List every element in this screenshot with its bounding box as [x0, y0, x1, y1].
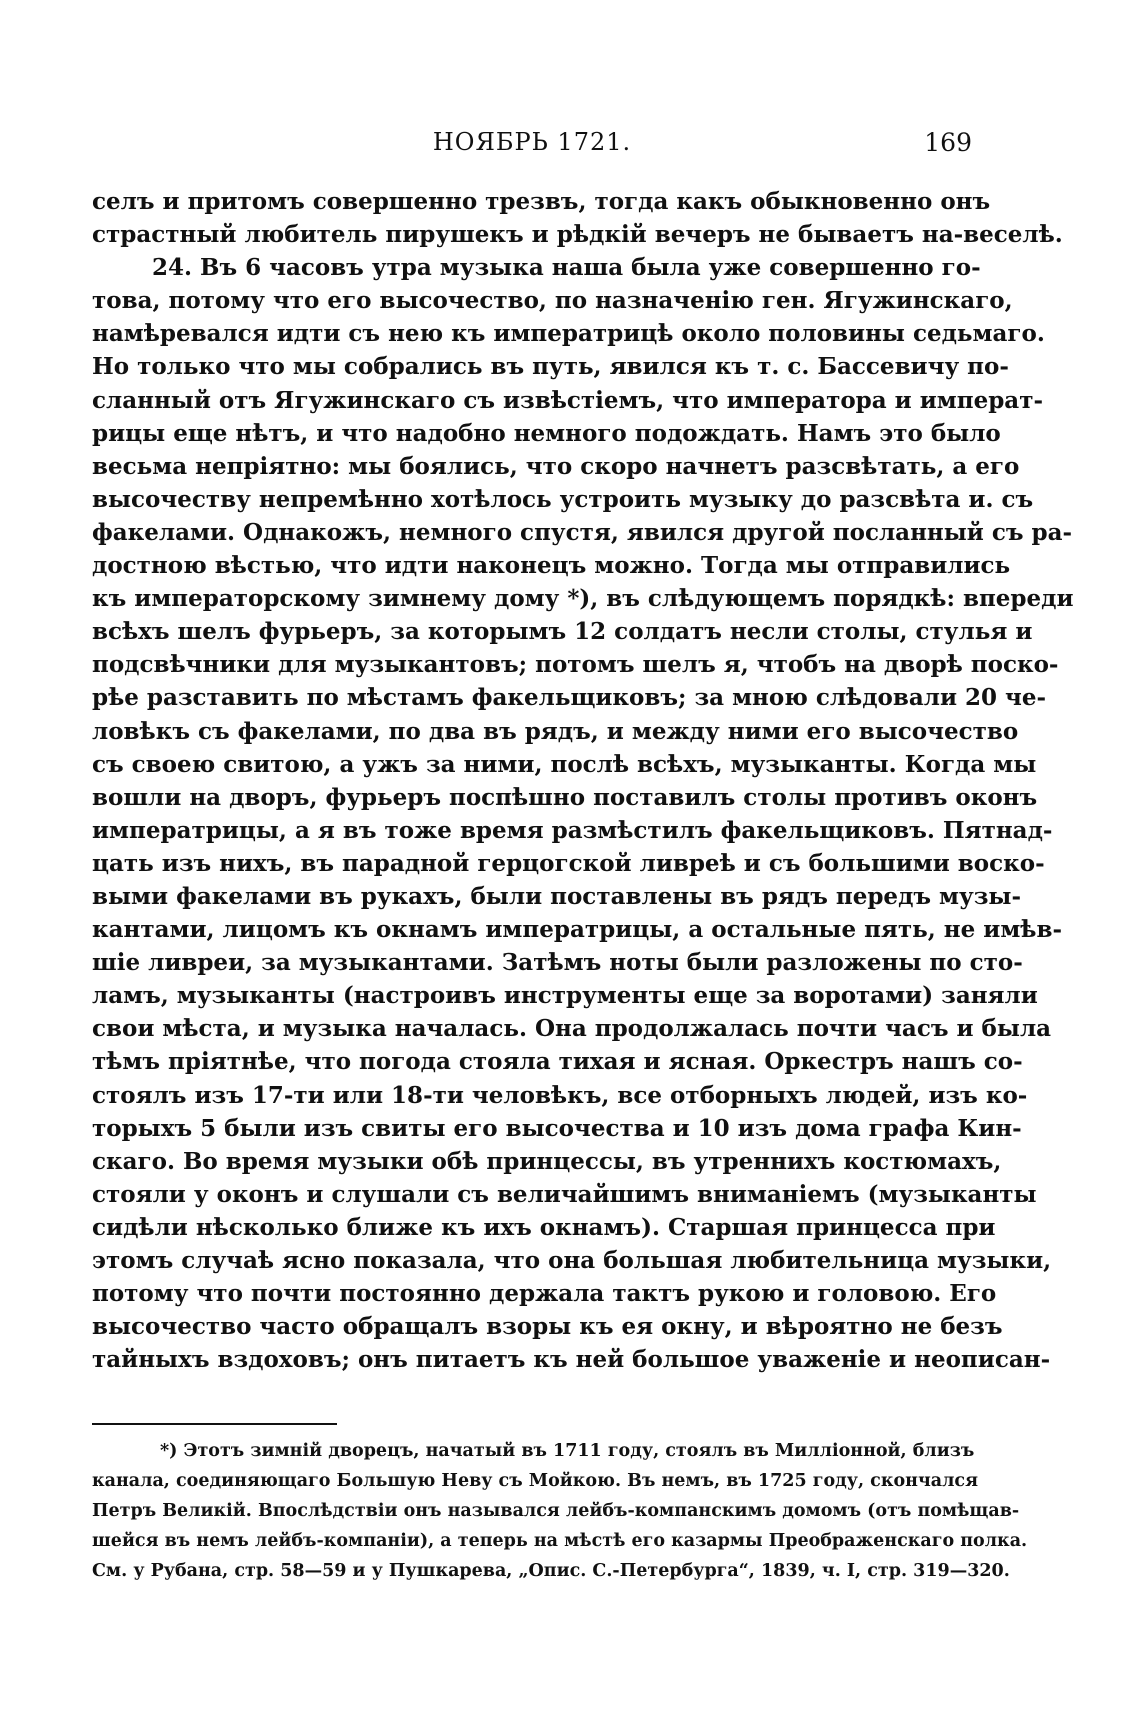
text-line: этомъ случаѣ ясно показала, что она большая любительница музыки,	[92, 1247, 1052, 1274]
footnote-line: См. у Рубана, стр. 58—59 и у Пушкарева, „Опис. С.-Петербурга“, 1839, ч. I, стр. 319—320.	[92, 1561, 1010, 1581]
text-line: весьма непріятно: мы боялись, что скоро начнетъ разсвѣтать, а его	[92, 452, 1020, 480]
text-line: высочеству непремѣнно хотѣлось устроить музыку до разсвѣта и. съ	[92, 485, 1034, 513]
text-line: потому что почти постоянно держала тактъ рукою и головою. Его	[92, 1280, 997, 1308]
text-line: тайныхъ вздоховъ; онъ питаетъ къ ней большое уваженіе и неописан-	[92, 1346, 1051, 1374]
text-line: высочество часто обращалъ взоры къ ея окну, и вѣроятно не безъ	[92, 1313, 1003, 1341]
text-line: намѣревался идти съ нею къ императрицѣ около половины седьмаго.	[92, 320, 1045, 348]
footnote-line: Петръ Великій. Впослѣдствіи онъ назывался лейбъ-компанскимъ домомъ (отъ помѣщав-	[92, 1501, 1020, 1521]
header-title: НОЯБРЬ 1721.	[432, 128, 632, 156]
text-line: подсвѣчники для музыкантовъ; потомъ шелъ я, чтобъ на дворѣ поско-	[92, 651, 1059, 679]
text-line: рицы еще нѣтъ, и что надобно немного подождать. Намъ это было	[92, 419, 1001, 447]
text-line: выми факелами въ рукахъ, были поставлены въ рядъ передъ музы-	[92, 882, 1022, 910]
text-line: Но только что мы собрались въ путь, явился къ т. с. Бассевичу по-	[92, 353, 1009, 381]
footnote	[92, 1436, 1028, 1586]
text-line: стоялъ изъ 17-ти или 18-ти человѣкъ, все отборныхъ людей, изъ ко-	[92, 1081, 1028, 1109]
text-line: императрицы, а я въ тоже время размѣстилъ факельщиковъ. Пятнад-	[92, 816, 1053, 844]
text-line: торыхъ 5 были изъ свиты его высочества и 10 изъ дома графа Кин-	[92, 1114, 1022, 1142]
text-line: цать изъ нихъ, въ парадной герцогской ливреѣ и съ большими воско-	[92, 849, 1045, 877]
footnote-line: шейся въ немъ лейбъ-компаніи), а теперь на мѣстѣ его казармы Преображенскаго полка.	[92, 1531, 1028, 1551]
running-header	[92, 128, 972, 168]
text-line: къ императорскому зимнему дому *), въ слѣдующемъ порядкѣ: впереди	[92, 585, 1074, 613]
text-line: факелами. Однакожъ, немного спустя, явился другой посланный съ ра-	[92, 518, 1073, 546]
text-line: тѣмъ пріятнѣе, что погода стояла тихая и ясная. Оркестръ нашъ со-	[92, 1048, 1023, 1076]
text-line: достною вѣстью, что идти наконецъ можно. Тогда мы отправились	[92, 552, 1011, 580]
text-line: свои мѣста, и музыка началась. Она продолжалась почти часъ и была	[92, 1015, 1052, 1043]
text-line: това, потому что его высочество, по назначенію ген. Ягужинскаго,	[92, 287, 1013, 315]
text-line: 24. Въ 6 часовъ утра музыка наша была уже совершенно го-	[152, 254, 981, 282]
main-text	[92, 185, 1074, 1376]
text-line: ламъ, музыканты (настроивъ инструменты еще за воротами) заняли	[92, 982, 1038, 1010]
text-line: стояли у оконъ и слушали съ величайшимъ вниманіемъ (музыканты	[92, 1180, 1037, 1208]
text-line: вошли на дворъ, фурьеръ поспѣшно поставилъ столы противъ оконъ	[92, 783, 1038, 811]
text-line: рѣе разставить по мѣстамъ факельщиковъ; за мною слѣдовали 20 че-	[92, 684, 1047, 712]
footnote-line: канала, соединяющаго Большую Неву съ Мойкою. Въ немъ, въ 1725 году, скончался	[92, 1471, 979, 1491]
text-line: скаго. Во время музыки обѣ принцессы, въ утреннихъ костюмахъ,	[92, 1147, 1002, 1175]
text-line: селъ и притомъ совершенно трезвъ, тогда какъ обыкновенно онъ	[92, 188, 991, 215]
text-line: шіе ливреи, за музыкантами. Затѣмъ ноты были разложены по сто-	[92, 949, 1023, 977]
text-line: съ своею свитою, а ужъ за ними, послѣ всѣхъ, музыканты. Когда мы	[92, 750, 1037, 778]
text-line: сланный отъ Ягужинскаго съ извѣстіемъ, что императора и императ-	[92, 386, 1044, 414]
text-line: ловѣкъ съ факелами, по два въ рядъ, и между ними его высочество	[92, 717, 1019, 745]
footnote-line: *) Этотъ зимній дворецъ, начатый въ 1711 году, стоялъ въ Милліонной, близъ	[160, 1441, 975, 1461]
text-line: всѣхъ шелъ фурьеръ, за которымъ 12 солдатъ несли столы, стулья и	[92, 618, 1033, 646]
text-line: сидѣли нѣсколько ближе къ ихъ окнамъ). Старшая принцесса при	[92, 1213, 996, 1241]
text-line: страстный любитель пирушекъ и рѣдкій вечеръ не бываетъ на-веселѣ.	[92, 221, 1063, 249]
text-line: кантами, лицомъ къ окнамъ императрицы, а остальные пять, не имѣв-	[92, 916, 1062, 944]
footnote-divider	[92, 1423, 337, 1425]
page-number: 169	[924, 128, 972, 157]
